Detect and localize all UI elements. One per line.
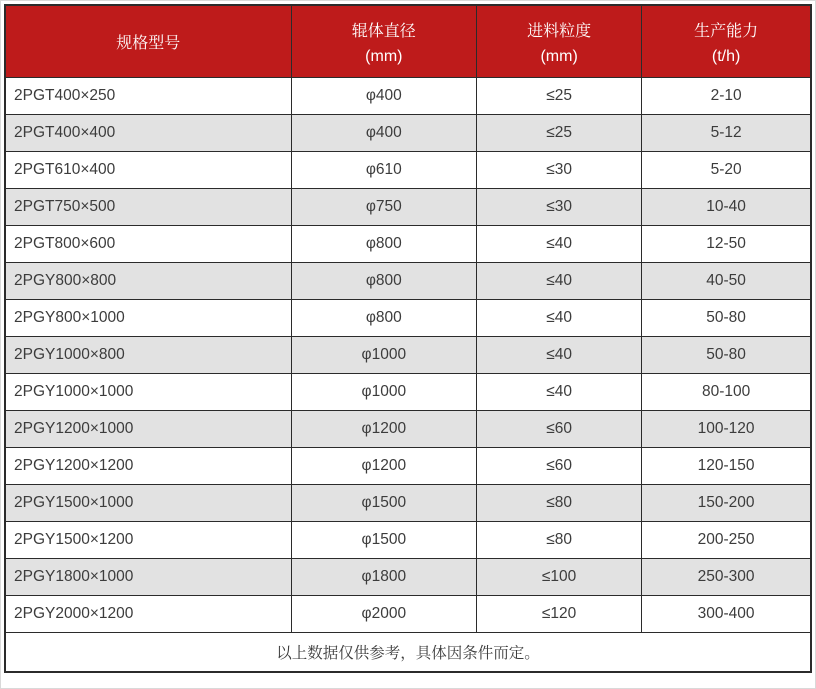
roller-diameter-cell: φ1800 [291,559,476,596]
header-cell-roller-diameter [291,5,476,78]
model-cell: 2PGY1500×1200 [5,522,291,559]
capacity-cell: 10-40 [642,189,811,226]
roller-diameter-cell: φ1200 [291,448,476,485]
model-cell: 2PGY1500×1000 [5,485,291,522]
roller-diameter-cell: φ610 [291,152,476,189]
capacity-cell: 2-10 [642,78,811,115]
model-cell: 2PGT610×400 [5,152,291,189]
roller-diameter-cell: φ400 [291,78,476,115]
capacity-cell: 300-400 [642,596,811,633]
roller-diameter-cell: φ800 [291,263,476,300]
roller-diameter-cell: φ1500 [291,485,476,522]
header-model-label: 规格型号 [116,35,181,52]
roller-diameter-cell: φ800 [291,300,476,337]
header-cell-feed-size [477,5,642,78]
roller-diameter-cell: φ1500 [291,522,476,559]
capacity-cell: 40-50 [642,263,811,300]
header-row [5,5,811,78]
feed-size-cell: ≤40 [477,226,642,263]
header-cell-capacity [642,5,811,78]
feed-size-cell: ≤80 [477,522,642,559]
table-row [5,596,811,633]
roller-diameter-cell: φ750 [291,189,476,226]
feed-size-cell: ≤40 [477,374,642,411]
capacity-cell: 120-150 [642,448,811,485]
feed-size-cell: ≤30 [477,189,642,226]
feed-size-cell: ≤60 [477,448,642,485]
table-row [5,411,811,448]
feed-size-cell: ≤120 [477,596,642,633]
table-body [5,78,811,633]
table-row [5,300,811,337]
model-cell: 2PGY2000×1200 [5,596,291,633]
feed-size-cell: ≤40 [477,300,642,337]
header-roller-diameter-unit: (mm) [365,47,403,65]
header-feed-size-label: 进料粒度 [527,22,592,40]
capacity-cell: 5-12 [642,115,811,152]
model-cell: 2PGT400×400 [5,115,291,152]
model-cell: 2PGY1000×800 [5,337,291,374]
feed-size-cell: ≤100 [477,559,642,596]
model-cell: 2PGT400×250 [5,78,291,115]
table-footer [5,633,811,673]
roller-diameter-cell: φ400 [291,115,476,152]
header-capacity-label: 生产能力 [694,22,759,40]
capacity-cell: 250-300 [642,559,811,596]
table-row [5,152,811,189]
header-roller-diameter-label: 辊体直径 [351,22,416,40]
table-row [5,374,811,411]
model-cell: 2PGY800×1000 [5,300,291,337]
feed-size-cell: ≤80 [477,485,642,522]
footer-note: 以上数据仅供参考，具体因条件而定。 [5,633,811,673]
table-row [5,226,811,263]
roller-diameter-cell: φ1200 [291,411,476,448]
header-feed-size-unit: (mm) [540,47,578,65]
capacity-cell: 150-200 [642,485,811,522]
capacity-cell: 5-20 [642,152,811,189]
feed-size-cell: ≤40 [477,337,642,374]
spec-table [4,4,812,673]
roller-diameter-cell: φ1000 [291,374,476,411]
model-cell: 2PGY1800×1000 [5,559,291,596]
feed-size-cell: ≤30 [477,152,642,189]
model-cell: 2PGY1000×1000 [5,374,291,411]
capacity-cell: 50-80 [642,337,811,374]
capacity-cell: 200-250 [642,522,811,559]
feed-size-cell: ≤25 [477,78,642,115]
model-cell: 2PGY1200×1000 [5,411,291,448]
table-header [5,5,811,78]
model-cell: 2PGT750×500 [5,189,291,226]
feed-size-cell: ≤40 [477,263,642,300]
feed-size-cell: ≤25 [477,115,642,152]
table-row [5,448,811,485]
table-row [5,78,811,115]
roller-diameter-cell: φ1000 [291,337,476,374]
table-row [5,189,811,226]
table-row [5,263,811,300]
capacity-cell: 50-80 [642,300,811,337]
table-wrap [1,1,815,676]
header-cell-model [5,5,291,78]
table-row [5,337,811,374]
capacity-cell: 80-100 [642,374,811,411]
table-row [5,559,811,596]
model-cell: 2PGT800×600 [5,226,291,263]
table-row [5,485,811,522]
header-capacity-unit: (t/h) [711,47,741,65]
footer-row [5,633,811,673]
roller-diameter-cell: φ800 [291,226,476,263]
capacity-cell: 100-120 [642,411,811,448]
feed-size-cell: ≤60 [477,411,642,448]
model-cell: 2PGY800×800 [5,263,291,300]
model-cell: 2PGY1200×1200 [5,448,291,485]
table-row [5,115,811,152]
capacity-cell: 12-50 [642,226,811,263]
roller-diameter-cell: φ2000 [291,596,476,633]
table-row [5,522,811,559]
